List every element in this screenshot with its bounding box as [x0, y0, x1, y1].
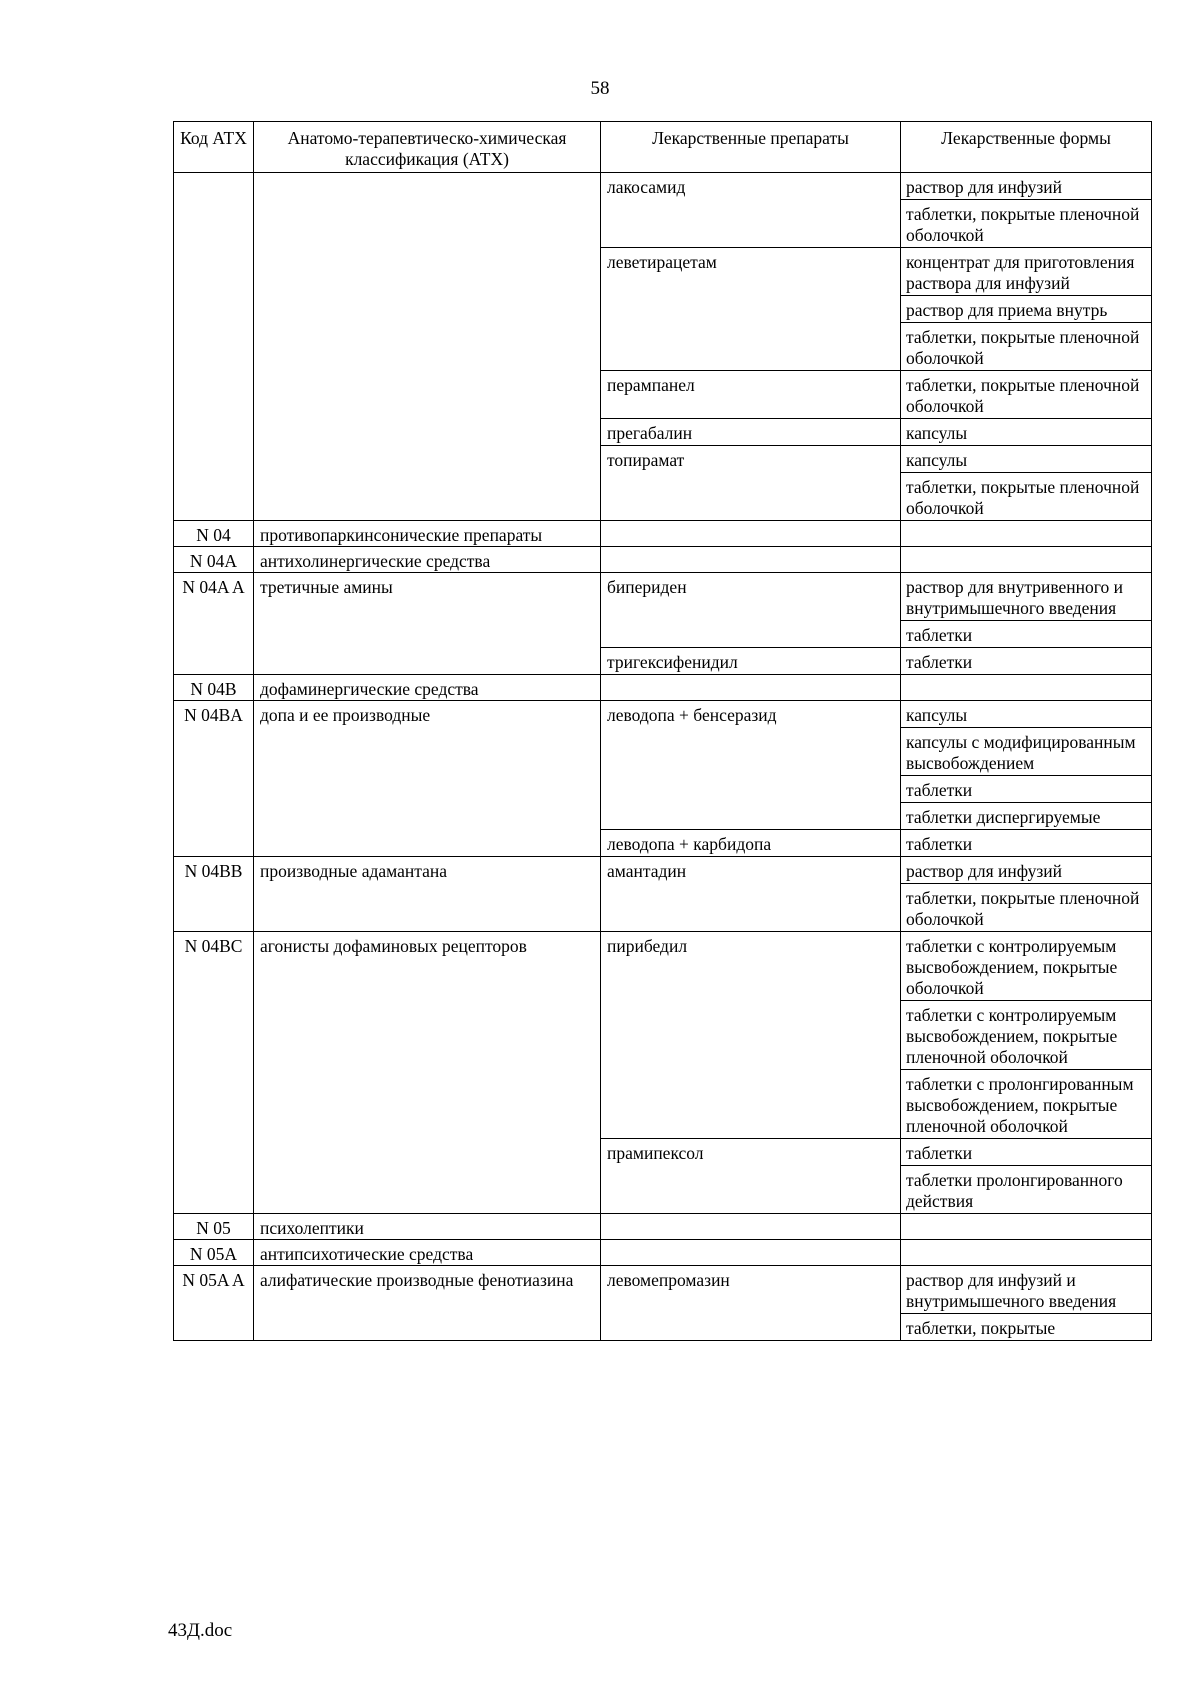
drug-cell: тригексифенидил — [601, 648, 901, 675]
document-footer-filename: 43Д.doc — [168, 1620, 233, 1641]
form-item: таблетки пролонгированного действия — [906, 1170, 1123, 1211]
header-forms: Лекарственные формы — [901, 122, 1152, 173]
table-row — [174, 547, 1152, 573]
drug-cell: леветирацетам — [601, 248, 901, 371]
header-code: Код АТХ — [174, 122, 254, 173]
form-item: таблетки с контролируемым высвобождением, покрытые пленочной оболочкой — [901, 1001, 1151, 1070]
drug-cell: бипериден — [601, 573, 901, 648]
forms-cell — [901, 371, 1152, 419]
forms-cell — [901, 173, 1152, 248]
form-item: раствор для инфузий и внутримышечного введения — [901, 1266, 1151, 1314]
table-header-row — [174, 122, 1152, 173]
forms-cell — [901, 830, 1152, 857]
drug-cell: перампанел — [601, 371, 901, 419]
drug-cell: пирибедил — [601, 932, 901, 1139]
atc-code-cell — [174, 173, 254, 521]
atc-class-cell — [254, 173, 601, 521]
forms-cell — [901, 521, 1152, 547]
atc-code-cell: N 04 — [174, 521, 254, 547]
atc-code-cell: N 05 — [174, 1214, 254, 1240]
forms-cell — [901, 932, 1152, 1139]
header-classification: Анатомо-терапевтическо-химическая классификация (АТХ) — [254, 122, 601, 173]
form-item: таблетки, покрытые пленочной оболочкой — [906, 477, 1140, 518]
drug-cell — [601, 521, 901, 547]
drug-cell: леводопа + карбидопа — [601, 830, 901, 857]
form-item: таблетки — [906, 834, 973, 854]
table-row — [174, 521, 1152, 547]
atc-class-cell: алифатические производные фенотиазина — [254, 1266, 601, 1341]
drug-cell: топирамат — [601, 446, 901, 521]
form-item: таблетки, покрытые пленочной оболочкой — [906, 375, 1140, 416]
drug-cell: лакосамид — [601, 173, 901, 248]
table-row — [174, 857, 1152, 932]
table-row — [174, 173, 1152, 248]
atc-class-cell: агонисты дофаминовых рецепторов — [254, 932, 601, 1214]
form-item: таблетки — [901, 776, 1151, 803]
page-number: 58 — [590, 78, 610, 99]
form-item: таблетки — [906, 625, 973, 645]
atc-class-cell: антипсихотические средства — [254, 1240, 601, 1266]
form-item: раствор для инфузий — [901, 173, 1151, 200]
forms-cell — [901, 648, 1152, 675]
atc-class-cell: противопаркинсонические препараты — [254, 521, 601, 547]
atc-class-cell: третичные амины — [254, 573, 601, 675]
atc-code-cell: N 04A A — [174, 573, 254, 675]
table-row — [174, 675, 1152, 701]
atc-class-cell: производные адамантана — [254, 857, 601, 932]
forms-cell — [901, 1214, 1152, 1240]
form-item: капсулы с модифицированным высвобождением — [901, 728, 1151, 776]
atc-code-cell: N 04BA — [174, 701, 254, 857]
atc-code-cell: N 05A A — [174, 1266, 254, 1341]
atc-code-cell: N 04BC — [174, 932, 254, 1214]
drug-cell: прамипексол — [601, 1139, 901, 1214]
form-item: раствор для инфузий — [901, 857, 1151, 884]
form-item: таблетки — [901, 1139, 1151, 1166]
atc-class-cell: психолептики — [254, 1214, 601, 1240]
form-item: таблетки, покрытые пленочной оболочкой — [906, 327, 1140, 368]
drug-cell: прегабалин — [601, 419, 901, 446]
table-row — [174, 1240, 1152, 1266]
forms-cell — [901, 1266, 1152, 1341]
form-item: таблетки, покрытые пленочной оболочкой — [906, 204, 1140, 245]
forms-cell — [901, 857, 1152, 932]
drug-cell — [601, 1214, 901, 1240]
form-item: капсулы — [906, 423, 968, 443]
drug-cell — [601, 675, 901, 701]
drug-cell — [601, 547, 901, 573]
form-item: раствор для приема внутрь — [901, 296, 1151, 323]
atc-class-cell: допа и ее производные — [254, 701, 601, 857]
drug-cell: леводопа + бенсеразид — [601, 701, 901, 830]
table-row — [174, 932, 1152, 1139]
form-item: капсулы — [901, 446, 1151, 473]
form-item: концентрат для приготовления раствора для инфузий — [901, 248, 1151, 296]
form-item: таблетки, покрытые пленочной оболочкой — [906, 888, 1140, 929]
atc-code-cell: N 04B — [174, 675, 254, 701]
atc-code-cell: N 04A — [174, 547, 254, 573]
form-item: капсулы — [901, 701, 1151, 728]
table-row — [174, 1266, 1152, 1341]
form-item: таблетки — [906, 652, 973, 672]
atc-drug-table — [173, 121, 1152, 1341]
table-row — [174, 1214, 1152, 1240]
forms-cell — [901, 446, 1152, 521]
atc-code-cell: N 05A — [174, 1240, 254, 1266]
forms-cell — [901, 701, 1152, 830]
form-item: раствор для внутривенного и внутримышечного введения — [901, 573, 1151, 621]
forms-cell — [901, 547, 1152, 573]
atc-class-cell: антихолинергические средства — [254, 547, 601, 573]
forms-cell — [901, 419, 1152, 446]
forms-cell — [901, 675, 1152, 701]
drug-cell: амантадин — [601, 857, 901, 932]
drug-cell — [601, 1240, 901, 1266]
form-item: таблетки с контролируемым высвобождением, покрытые оболочкой — [901, 932, 1151, 1001]
forms-cell — [901, 573, 1152, 648]
form-item: таблетки диспергируемые — [906, 807, 1101, 827]
form-item: таблетки с пролонгированным высвобождением, покрытые пленочной оболочкой — [906, 1074, 1134, 1136]
forms-cell — [901, 1139, 1152, 1214]
forms-cell — [901, 248, 1152, 371]
form-item: таблетки, покрытые — [906, 1318, 1056, 1338]
forms-cell — [901, 1240, 1152, 1266]
drug-cell: левомепромазин — [601, 1266, 901, 1341]
atc-class-cell: дофаминергические средства — [254, 675, 601, 701]
atc-code-cell: N 04BB — [174, 857, 254, 932]
table-row — [174, 701, 1152, 830]
header-drugs: Лекарственные препараты — [601, 122, 901, 173]
table-row — [174, 573, 1152, 648]
